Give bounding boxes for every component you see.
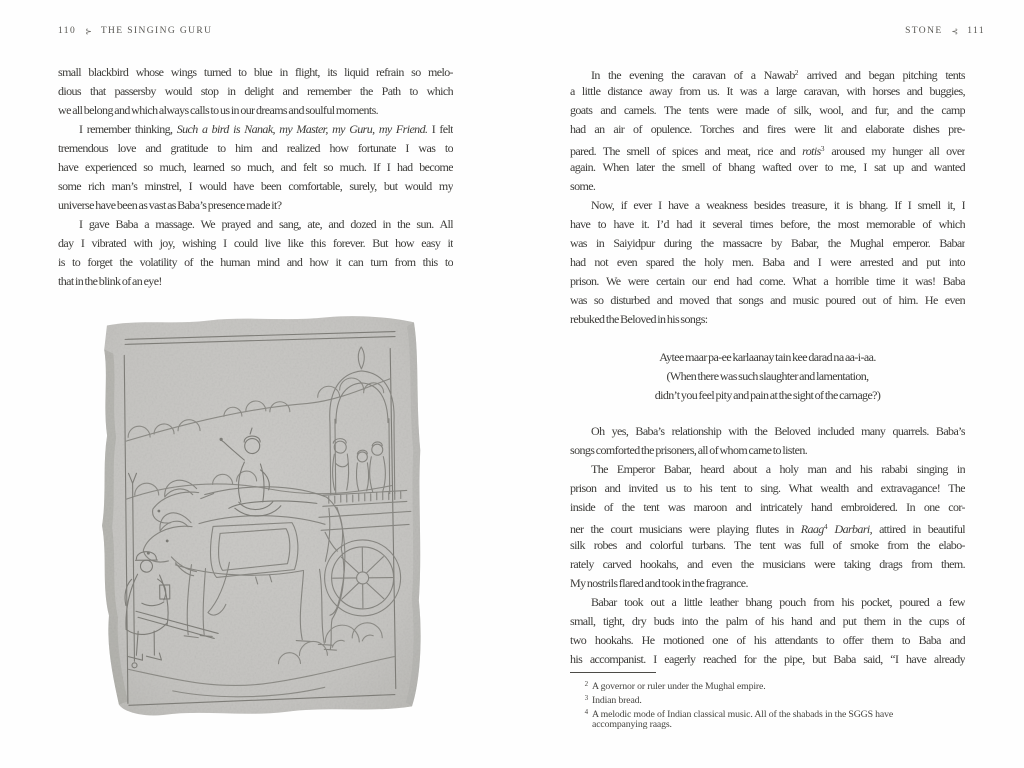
book-title: THE SINGING GURU <box>100 26 213 36</box>
illustration-pencil-sketch <box>79 312 435 730</box>
text-line: inside of the tent was maroon and intricately hand embroidered. In one cor- <box>570 500 965 514</box>
text-line: some rich man’s minstrel, I would have been comfortable, surely, but would my <box>58 179 453 193</box>
footnote-separator <box>570 672 656 673</box>
text-line: goats and camels. The tents were made of silk, wool, and fur, and the camp <box>570 103 965 117</box>
text-line: In the evening the caravan of a Nawab$^2$ arrived and began pitching tents <box>591 68 965 82</box>
header-ornament-icon: ⊰ <box>951 26 959 36</box>
text-line: a little distance away from us. It was a large caravan, with horses and buggies, <box>570 84 965 98</box>
right-page-paragraphs-top <box>570 63 965 329</box>
text-line: My nostrils flared and took in the fragrance. <box>570 576 748 590</box>
text-line: is to forget the volatility of the human mind and how it can turn from this to <box>58 255 453 269</box>
text-line: his accompanist. I eagerly reached for the pipe, but Baba said, “I have already <box>570 652 965 666</box>
chapter-title: STONE <box>905 26 943 36</box>
text-line: was in Saiyidpur during the massacre by Babar, the Mughal emperor. Babar <box>570 236 965 250</box>
text-line: again. When later the smell of bhang wafted over to me, I sat up and wanted <box>570 160 965 174</box>
quote-line: Aytee maar pa-ee karlaanay tain kee darad na aa-i-aa. <box>659 350 876 364</box>
text-line: Oh yes, Baba’s relationship with the Beloved included many quarrels. Baba’s <box>591 424 965 438</box>
text-line: have experienced so much, learned so much, and felt so much. If I had become <box>58 160 453 174</box>
footnotes <box>570 679 950 731</box>
text-line: day I vibrated with joy, wishing I could live like this forever. But how easy it <box>58 236 453 250</box>
text-line: have to have it. I’d had it several times before, the most memorable of which <box>570 217 965 231</box>
text-line: rebuked the Beloved in his songs: <box>570 312 708 326</box>
text-line: universe have been as vast as Baba’s presence made it? <box>58 198 282 212</box>
text-line: prison and invited us to his tent to sing. What wealth and extravagance! The <box>570 481 965 495</box>
text-line: The Emperor Babar, heard about a holy man and his rababi singing in <box>591 462 965 476</box>
quote-line: (When there was such slaughter and lamentation, <box>666 369 869 383</box>
text-line: ner the court musicians were playing flutes in Raag$^4$ Darbari, attired in beautiful <box>570 522 965 536</box>
text-line: I remember thinking, Such a bird is Nanak, my Master, my Guru, my Friend. I felt <box>79 122 453 136</box>
running-head-right <box>905 26 985 36</box>
text-line: songs comforted the prisoners, all of whom came to listen. <box>570 443 808 457</box>
page-number-left: 110 <box>58 26 77 36</box>
text-line: was so disturbed and moved that songs and music poured out of him. He even <box>570 293 965 307</box>
text-line: had an air of opulence. Torches and fires were lit and elaborate dishes pre- <box>570 122 965 136</box>
text-line: I gave Baba a massage. We prayed and sang, ate, and dozed in the sun. All <box>79 217 453 231</box>
header-ornament-icon: ⊱ <box>85 26 92 36</box>
running-head-left <box>58 26 212 36</box>
footnote: 3 Indian bread. <box>584 693 642 706</box>
page-number-right: 111 <box>967 26 985 36</box>
text-line: prison. We were certain our end had come. What a horrible time it was! Baba <box>570 274 965 288</box>
text-line: some. <box>570 179 596 193</box>
quote-line: didn’t you feel pity and pain at the sight of the carnage?) <box>654 388 881 402</box>
text-line: small, tight, dry buds into the palm of his hand and put them in the cups of <box>570 614 965 628</box>
text-line: dious that passersby would stop in delight and remember the Path to which <box>58 84 453 98</box>
text-line: pared. The smell of spices and meat, rice and rotis$^3$ aroused my hunger all over <box>570 144 965 158</box>
text-line: tremendous love and gratitude to him and realized how fortunate I was to <box>58 141 453 155</box>
footnote: 2 A governor or ruler under the Mughal empire. <box>584 680 766 692</box>
text-line: Babar took out a little leather bhang pouch from his pocket, poured a few <box>591 595 965 609</box>
text-line: we all belong and which always calls to us in our dreams and soulful moments. <box>58 103 379 117</box>
right-page-text <box>570 63 965 669</box>
verse-quote <box>570 348 965 405</box>
text-line: two hookahs. He motioned one of his attendants to offer them to Baba and <box>570 633 965 647</box>
text-line: rately carved hookahs, and even the musicians were taking drags from them. <box>570 557 965 571</box>
right-page-paragraphs-bottom <box>570 422 965 669</box>
text-line: Now, if ever I have a weakness besides treasure, it is bhang. If I smell it, I <box>591 198 965 212</box>
footnote: 4 A melodic mode of Indian classical music. All of the shabads in the SGGS have accompanying raags. <box>584 707 894 731</box>
left-page-text <box>58 63 453 291</box>
text-line: had not even spared the holy men. Baba and I were arrested and put into <box>570 255 965 269</box>
text-line: that in the blink of an eye! <box>58 274 162 288</box>
text-line: small blackbird whose wings turned to blue in flight, its liquid refrain so melo- <box>58 65 453 79</box>
text-line: silk robes and colorful turbans. The tent was full of smoke from the elabo- <box>570 538 965 552</box>
